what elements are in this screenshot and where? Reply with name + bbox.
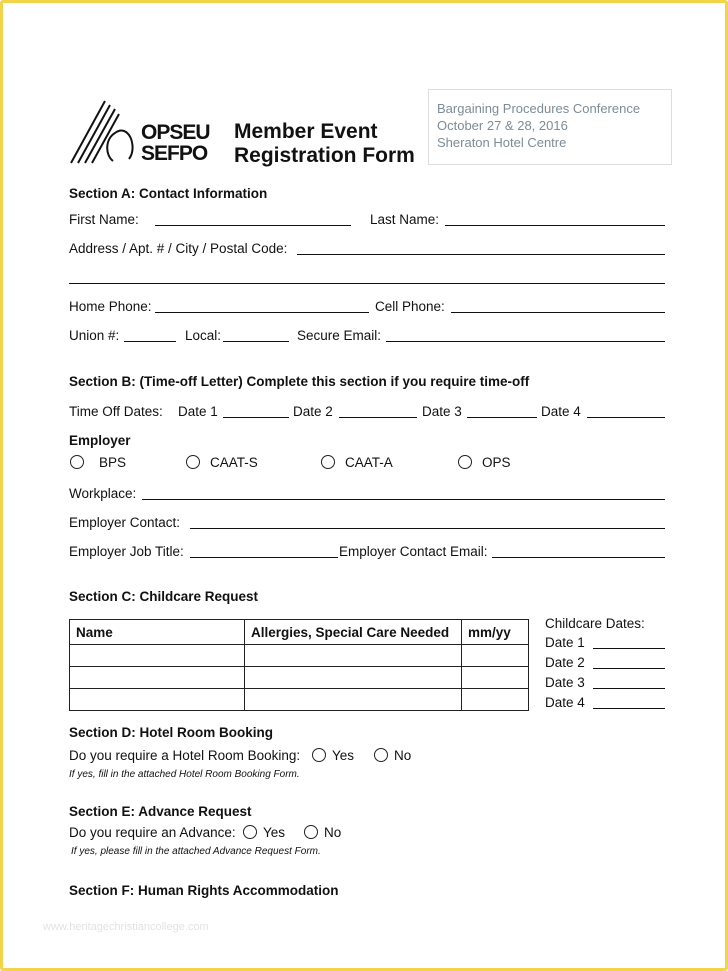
form-title-line2: Registration Form (234, 144, 415, 167)
childcare-date3-field[interactable] (593, 688, 665, 689)
workplace-field[interactable] (142, 499, 665, 500)
last-name-label: Last Name: (370, 212, 440, 227)
employer-contact-email-label: Employer Contact Email: (339, 544, 488, 559)
address-field[interactable] (297, 254, 665, 255)
employer-bps-label: BPS (99, 455, 127, 470)
hotel-booking-note: If yes, fill in the attached Hotel Room Booking Form. (69, 769, 300, 780)
employer-caat-s-radio[interactable] (186, 455, 200, 469)
employer-caat-a-label: CAAT-A (345, 455, 393, 470)
local-field[interactable] (223, 341, 289, 342)
section-c-heading: Section C: Childcare Request (69, 589, 259, 604)
logo-text-sefpo: SEFPO (141, 142, 208, 165)
date1-label: Date 1 (178, 404, 218, 419)
address-label: Address / Apt. # / City / Postal Code: (69, 241, 288, 256)
hotel-booking-question: Do you require a Hotel Room Booking: (69, 748, 301, 763)
first-name-label: First Name: (69, 212, 139, 227)
table-row (70, 667, 529, 689)
childcare-table-header (70, 620, 529, 645)
childcare-allergies-cell[interactable] (245, 689, 462, 711)
childcare-date1-label: Date 1 (545, 635, 585, 650)
time-off-dates-label: Time Off Dates: (69, 404, 163, 419)
union-number-label: Union #: (69, 328, 120, 343)
advance-note: If yes, please fill in the attached Advance Request Form. (71, 846, 321, 857)
home-phone-label: Home Phone: (69, 299, 152, 314)
employer-contact-field[interactable] (190, 528, 665, 529)
employer-job-title-label: Employer Job Title: (69, 544, 184, 559)
secure-email-field[interactable] (386, 341, 665, 342)
childcare-dates-label: Childcare Dates: (545, 616, 645, 631)
childcare-table (69, 619, 529, 711)
section-f-heading: Section F: Human Rights Accommodation (69, 883, 339, 898)
childcare-mmyy-cell[interactable] (462, 645, 529, 667)
employer-ops-radio[interactable] (458, 455, 472, 469)
section-d-heading: Section D: Hotel Room Booking (69, 725, 273, 740)
address-field-line2[interactable] (69, 283, 665, 284)
childcare-date1-field[interactable] (593, 648, 665, 649)
date3-field[interactable] (467, 417, 537, 418)
employer-ops-label: OPS (482, 455, 511, 470)
date4-field[interactable] (587, 417, 665, 418)
form-title-line1: Member Event (234, 120, 378, 143)
section-a-heading: Section A: Contact Information (69, 186, 268, 201)
employer-contact-label: Employer Contact: (69, 515, 181, 530)
employer-job-title-field[interactable] (190, 557, 338, 558)
section-e-heading: Section E: Advance Request (69, 804, 252, 819)
watermark-text: www.heritagechristiancollege.com (43, 921, 209, 933)
childcare-name-cell[interactable] (70, 645, 245, 667)
childcare-mmyy-cell[interactable] (462, 689, 529, 711)
event-info-box (428, 89, 672, 165)
employer-caat-a-radio[interactable] (321, 455, 335, 469)
childcare-date2-label: Date 2 (545, 655, 585, 670)
employer-caat-s-label: CAAT-S (210, 455, 258, 470)
childcare-date4-label: Date 4 (545, 695, 585, 710)
logo-text-opseu: OPSEU (141, 121, 210, 144)
event-name: Bargaining Procedures Conference (437, 101, 641, 116)
advance-question: Do you require an Advance: (69, 825, 236, 840)
union-number-field[interactable] (124, 341, 176, 342)
advance-yes-label: Yes (263, 825, 286, 840)
childcare-allergies-cell[interactable] (245, 645, 462, 667)
childcare-date4-field[interactable] (593, 708, 665, 709)
childcare-allergies-cell[interactable] (245, 667, 462, 689)
first-name-field[interactable] (155, 225, 351, 226)
column-header-allergies: Allergies, Special Care Needed (245, 620, 462, 645)
hotel-booking-no-label: No (394, 748, 412, 763)
home-phone-field[interactable] (155, 312, 369, 313)
cell-phone-field[interactable] (451, 312, 665, 313)
hotel-booking-yes-radio[interactable] (312, 748, 326, 762)
workplace-label: Workplace: (69, 486, 137, 501)
childcare-date3-label: Date 3 (545, 675, 585, 690)
employer-heading: Employer (69, 433, 131, 448)
column-header-name: Name (70, 620, 245, 645)
section-b-heading: Section B: (Time-off Letter) Complete this section if you require time-off (69, 374, 530, 389)
table-row (70, 645, 529, 667)
date4-label: Date 4 (541, 404, 581, 419)
last-name-field[interactable] (445, 225, 665, 226)
advance-no-radio[interactable] (304, 825, 318, 839)
event-dates: October 27 & 28, 2016 (437, 118, 568, 133)
advance-no-label: No (324, 825, 342, 840)
advance-yes-radio[interactable] (243, 825, 257, 839)
date3-label: Date 3 (422, 404, 462, 419)
hotel-booking-no-radio[interactable] (374, 748, 388, 762)
childcare-mmyy-cell[interactable] (462, 667, 529, 689)
hotel-booking-yes-label: Yes (332, 748, 355, 763)
date2-field[interactable] (339, 417, 417, 418)
cell-phone-label: Cell Phone: (375, 299, 445, 314)
date2-label: Date 2 (293, 404, 333, 419)
local-label: Local: (185, 328, 222, 343)
childcare-date2-field[interactable] (593, 668, 665, 669)
employer-bps-radio[interactable] (70, 455, 84, 469)
column-header-mm-yy: mm/yy (462, 620, 529, 645)
childcare-name-cell[interactable] (70, 667, 245, 689)
secure-email-label: Secure Email: (297, 328, 382, 343)
employer-contact-email-field[interactable] (492, 557, 665, 558)
date1-field[interactable] (223, 417, 289, 418)
childcare-name-cell[interactable] (70, 689, 245, 711)
event-venue: Sheraton Hotel Centre (437, 135, 567, 150)
table-row (70, 689, 529, 711)
opseu-logo-icon (69, 99, 141, 165)
